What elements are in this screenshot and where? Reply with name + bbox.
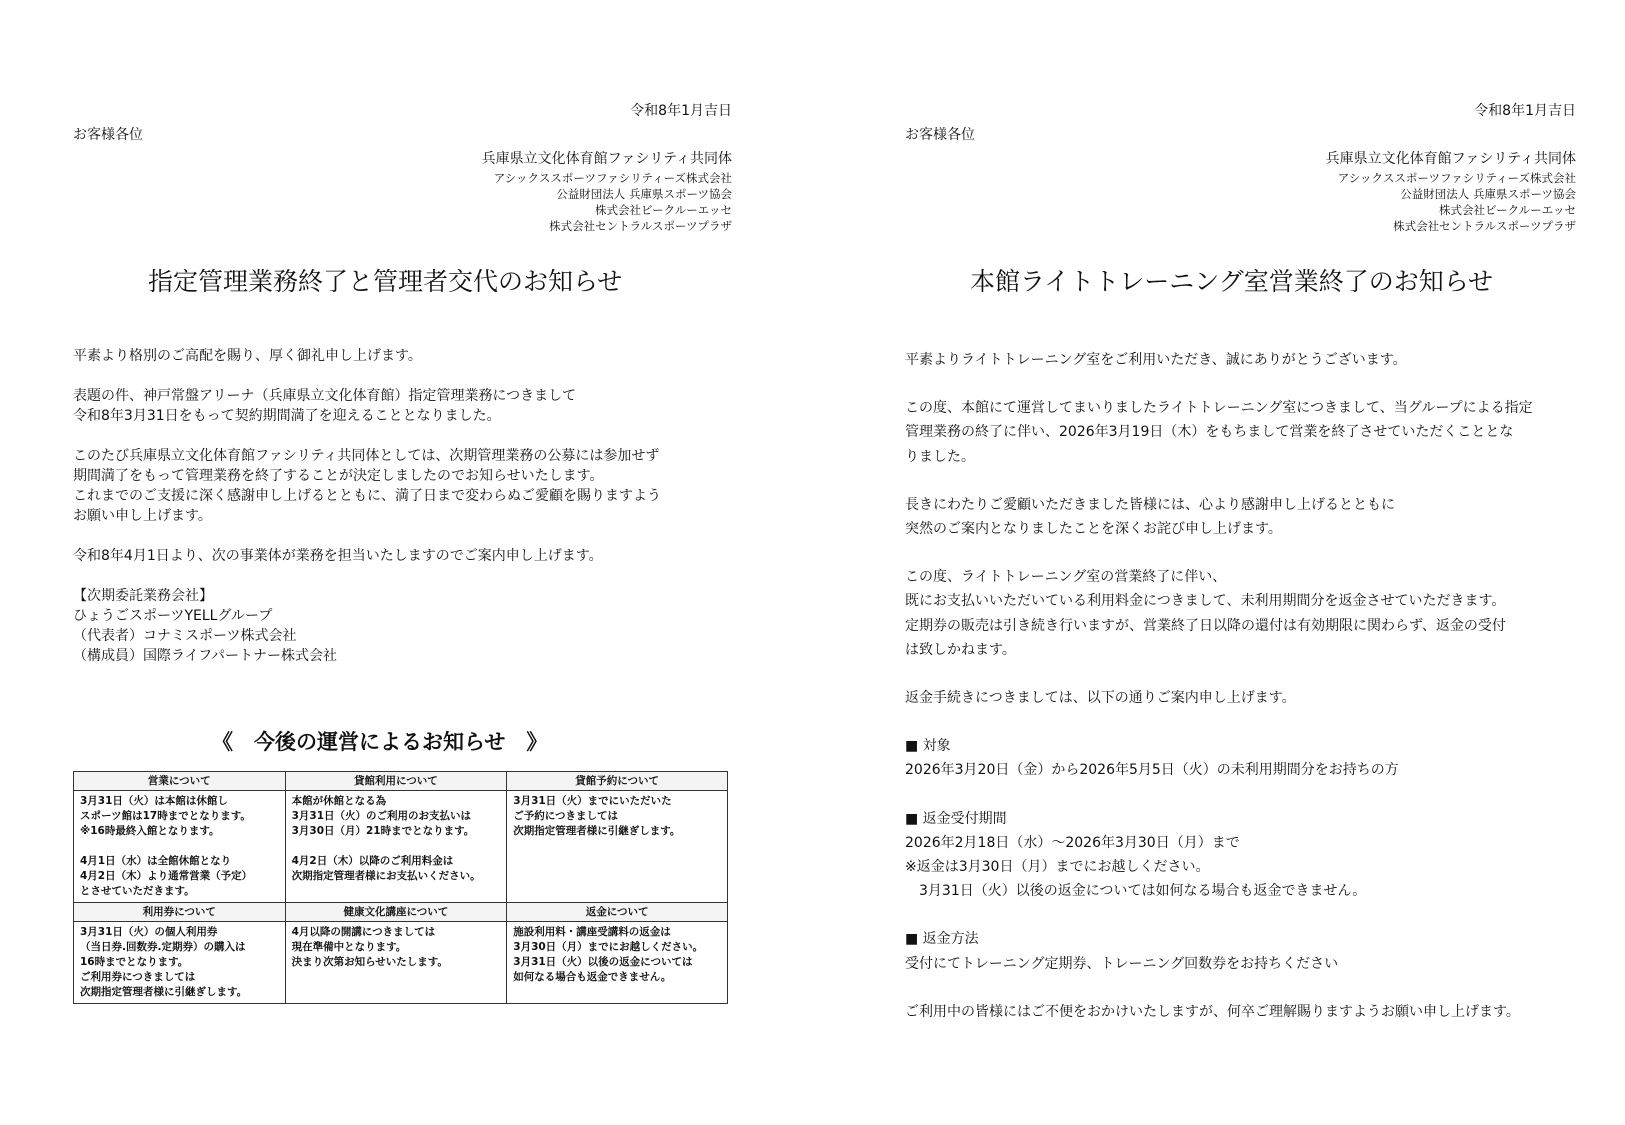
- sender-block: [1326, 148, 1576, 234]
- text-line: お願い申し上げます。: [73, 508, 212, 524]
- sender-member: 公益財団法人 兵庫県スポーツ協会: [1400, 187, 1576, 201]
- text-line: 長きにわたりご愛顧いただきました皆様には、心より感謝申し上げるとともに: [905, 496, 1395, 513]
- cell-text: 3月31日（火）のご利用のお支払いは: [291, 810, 471, 822]
- cell-text: 決まり次第お知らせいたします。: [291, 956, 448, 968]
- addressee: お客様各位: [73, 127, 143, 143]
- paragraph-refund-period: [905, 807, 1533, 904]
- text-line: ※返金は3月30日（月）までにお越しください。: [905, 859, 1210, 876]
- cell-spacer: [292, 839, 501, 854]
- cell-text: 16時までとなります。: [80, 956, 189, 968]
- cell-text: 次期指定管理者様に引継ぎします。: [80, 986, 248, 998]
- table-header: 営業について: [74, 772, 286, 791]
- table-header: 貸館予約について: [507, 772, 728, 791]
- text-line: これまでのご支援に深く感謝申し上げるとともに、満了日まで変わらぬご愛顧を賜りますよう: [73, 488, 661, 504]
- text-line: は致しかねます。: [905, 641, 1016, 658]
- paragraph: [905, 686, 1533, 710]
- body-text: [905, 348, 1533, 1048]
- cell-text: （当日券.回数券.定期券）の購入は: [80, 941, 246, 953]
- left-notice-page: [0, 0, 812, 1125]
- text-line: りました。: [905, 448, 975, 465]
- paragraph: [73, 446, 661, 526]
- text-line: 平素より格別のご高配を賜り、厚く御礼申し上げます。: [73, 348, 422, 364]
- table-header: 健康文化講座について: [285, 903, 507, 922]
- sender-member: 公益財団法人 兵庫県スポーツ協会: [556, 187, 732, 201]
- sender-member: 株式会社セントラルスポーツプラザ: [549, 219, 732, 233]
- table-cell: [285, 791, 507, 903]
- sender-member: 株式会社ビークルーエッセ: [595, 203, 732, 217]
- text-line: 令和8年3月31日をもって契約期間満了を迎えることとなりました。: [73, 408, 501, 424]
- text-line: 受付にてトレーニング定期券、トレーニング回数券をお持ちください: [905, 955, 1339, 972]
- text-line: 期間満了をもって管理業務を終了することが決定しましたのでお知らせいたします。: [73, 468, 604, 484]
- cell-text: 4月以降の開講につきましては: [291, 926, 436, 938]
- text-line: このたび兵庫県立文化体育館ファシリティ共同体としては、次期管理業務の公募には参加せず: [73, 448, 660, 464]
- table-header: 返金について: [507, 903, 728, 922]
- subheading: ■ 返金方法: [905, 931, 979, 948]
- text-line: 3月31日（火）以後の返金については如何なる場合も返金できません。: [905, 883, 1367, 900]
- table-cell: [285, 922, 507, 1004]
- text-line: 2026年3月20日（金）から2026年5月5日（火）の未利用期間分をお持ちの方: [905, 762, 1399, 779]
- sender-member: アシックススポーツファシリティーズ株式会社: [493, 171, 732, 185]
- document-title: 本館ライトトレーニング室営業終了のお知らせ: [970, 267, 1494, 296]
- cell-text: 如何なる場合も返金できません。: [513, 971, 672, 983]
- cell-text: スポーツ館は17時までとなります。: [80, 810, 251, 822]
- paragraph: [73, 586, 661, 666]
- cell-text: 施設利用料・講座受講料の返金は: [513, 926, 671, 938]
- table-cell: [507, 791, 728, 903]
- paragraph-target: [905, 734, 1533, 782]
- paragraph: [905, 396, 1533, 469]
- text-line: ひょうごスポーツYELLグループ: [73, 608, 273, 624]
- text-line: 返金手続きにつきましては、以下の通りご案内申し上げます。: [905, 690, 1296, 707]
- sender-main: 兵庫県立文化体育館ファシリティ共同体: [1325, 151, 1576, 167]
- paragraph: [905, 348, 1533, 372]
- cell-text: 4月2日（木）以降のご利用料金は: [291, 855, 454, 867]
- text-line: （構成員）国際ライフパートナー株式会社: [73, 648, 338, 664]
- table-cell: [507, 922, 728, 1004]
- sender-block: [482, 148, 732, 234]
- table-header: 貸館利用について: [285, 772, 507, 791]
- cell-text: 4月2日（木）より通常営業（予定）: [80, 870, 253, 882]
- paragraph: [73, 386, 661, 426]
- text-line: この度、ライトトレーニング室の営業終了に伴い、: [905, 569, 1227, 586]
- table-header: 利用券について: [74, 903, 286, 922]
- cell-text: 3月31日（火）は本館は休館し: [80, 795, 228, 807]
- cell-text: 次期指定管理者様に引継ぎします。: [513, 825, 681, 837]
- sender-member: 株式会社セントラルスポーツプラザ: [1393, 219, 1576, 233]
- table-cell: [74, 791, 286, 903]
- text-line: ご利用中の皆様にはご不便をおかけいたしますが、何卒ご理解賜りますようお願い申し上げます。: [905, 1003, 1520, 1020]
- body-text: [73, 346, 661, 686]
- issue-date: 令和8年1月吉日: [1474, 103, 1576, 119]
- addressee: お客様各位: [905, 127, 975, 143]
- text-line: 管理業務の終了に伴い、2026年3月19日（木）をもちまして営業を終了させていただくこととな: [905, 424, 1514, 441]
- cell-text: 3月30日（月）21時までとなります。: [291, 825, 475, 837]
- sender-member: アシックススポーツファシリティーズ株式会社: [1337, 171, 1576, 185]
- cell-text: ご予約につきましては: [513, 810, 619, 822]
- subheading: ■ 対象: [905, 738, 951, 755]
- cell-text: ※16時最終入館となります。: [80, 825, 220, 837]
- cell-text: 3月31日（火）までにいただいた: [513, 795, 672, 807]
- text-line: 平素よりライトトレーニング室をご利用いただき、誠にありがとうございます。: [905, 352, 1407, 368]
- paragraph: [73, 346, 661, 366]
- paragraph: [73, 546, 661, 566]
- text-line: 定期券の販売は引き続き行いますが、営業終了日以降の還付は有効期限に関わらず、返金の受付: [905, 617, 1506, 634]
- text-line: 表題の件、神戸常盤アリーナ（兵庫県立文化体育館）指定管理業務につきまして: [73, 388, 577, 404]
- document-title: 指定管理業務終了と管理者交代のお知らせ: [148, 267, 623, 296]
- cell-text: 3月31日（火）以後の返金については: [513, 956, 693, 968]
- sender-main: 兵庫県立文化体育館ファシリティ共同体: [481, 151, 732, 167]
- sender-member: 株式会社ビークルーエッセ: [1439, 203, 1576, 217]
- paragraph: [905, 1000, 1533, 1024]
- section-heading: 《 今後の運営によるお知らせ 》: [212, 730, 548, 754]
- issue-date: 令和8年1月吉日: [630, 103, 732, 119]
- text-line: （代表者）コナミスポーツ株式会社: [73, 628, 297, 644]
- text-line: 令和8年4月1日より、次の事業体が業務を担当いたしますのでご案内申し上げます。: [73, 548, 603, 564]
- paragraph-refund-method: [905, 927, 1533, 975]
- cell-text: とさせていただきます。: [80, 885, 195, 897]
- text-line: この度、本館にて運営してまいりましたライトトレーニング室につきまして、当グループによる指定: [905, 400, 1533, 417]
- text-line: 2026年2月18日（水）～2026年3月30日（月）まで: [905, 834, 1240, 851]
- text-line: 突然のご案内となりましたことを深くお詫び申し上げます。: [905, 521, 1282, 538]
- table-cell: [74, 922, 286, 1004]
- cell-text: 3月31日（火）の個人利用券: [80, 926, 218, 938]
- cell-text: 現在準備中となります。: [291, 941, 407, 953]
- operations-notice-table: [73, 771, 728, 1004]
- right-notice-page: [832, 0, 1625, 1125]
- paragraph: [905, 565, 1533, 662]
- paragraph: [905, 493, 1533, 541]
- cell-text: 3月30日（月）までにお越しください。: [513, 941, 704, 953]
- cell-text: 本館が休館となる為: [291, 795, 387, 807]
- cell-text: 4月1日（水）は全館休館となり: [80, 855, 232, 867]
- cell-text: 次期指定管理者様にお支払いください。: [291, 870, 481, 882]
- cell-spacer: [80, 839, 279, 854]
- cell-text: ご利用券につきましては: [80, 971, 196, 983]
- subheading: ■ 返金受付期間: [905, 810, 1007, 827]
- text-line: 【次期委託業務会社】: [73, 588, 213, 604]
- text-line: 既にお支払いいただいている利用料金につきまして、未利用期間分を返金させていただきます。: [905, 593, 1506, 610]
